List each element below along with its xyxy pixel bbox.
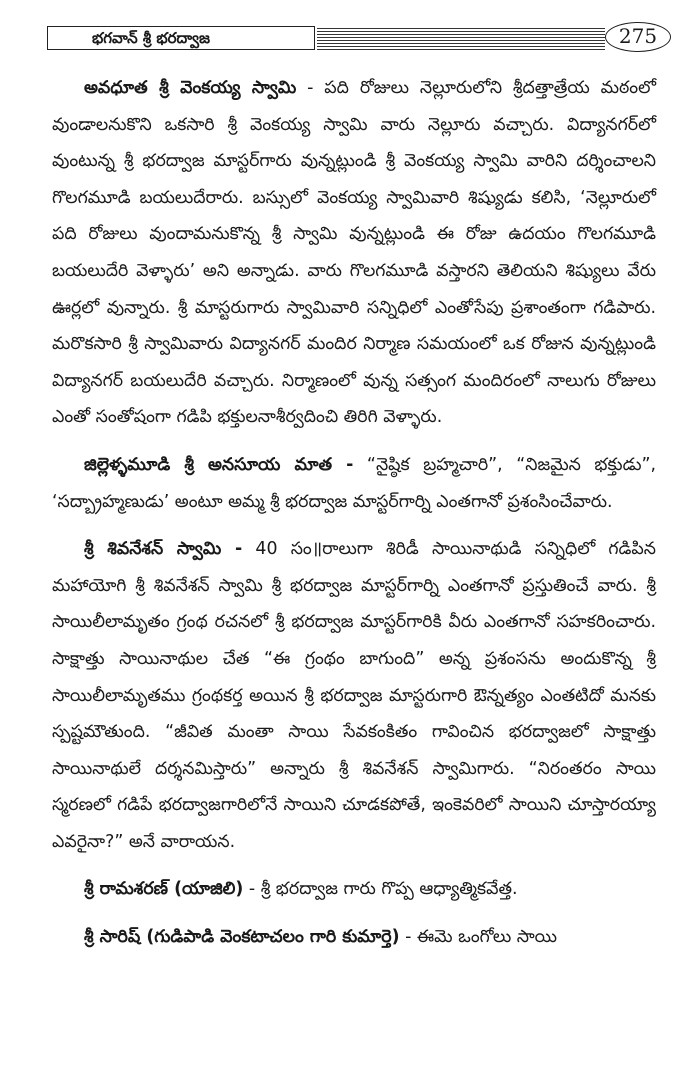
paragraph-anasuya-mata (52, 447, 656, 520)
paragraph-sivanesan-swami (52, 531, 656, 860)
paragraph-text: 40 సం॥రాలుగా శిరిడీ సాయినాథుడి సన్నిధిలో గడిపిన మహాయోగి శ్రీ శివనేశన్ స్వామి శ్రీ భరద్వాజ మాస్టర్‌గార్ని ఎంతగానో ప్రస్తుతించే వారు. శ్రీ సాయిలీలామృతం గ్రంథ రచనలో శ్రీ భరద్వాజ మాస్టర్‌గారికి వీరు ఎంతగానో సహకరించారు. సాక్షాత్తు సాయినాథుల చేత “ఈ గ్రంథం బాగుంది” అన్న ప్రశంసను అందుకొన్న శ్రీ సాయిలీలామృతము గ్రంథకర్త అయిన శ్రీ భరద్వాజ మాస్టరుగారి ఔన్నత్యం ఎంతటిదో మనకు స్పష్టమౌతుంది. “జీవిత మంతా సాయి సేవకంకితం గావించిన భరద్వాజలో సాక్షాత్తు సాయినాథులే దర్శనమిస్తారు” అన్నారు శ్రీ శివనేశన్ స్వామిగారు. “నిరంతరం సాయి స్మరణలో గడిపే భరద్వాజగారిలోనే సాయిని చూడకపోతే, ఇంకెవరిలో సాయిని చూస్తారయ్యా ఎవరైనా?” అనే వారాయన. (52, 539, 657, 852)
paragraph-text: - ఈమె ఒంగోలు సాయి (399, 927, 558, 948)
paragraph-lead: శ్రీ శివనేశన్ స్వామి - (84, 539, 243, 560)
paragraph-text: “నైష్ఠిక బ్రహ్మచారి”, “నిజమైన భక్తుడు”, ‘సద్బ్రాహ్మణుడు’ అంటూ అమ్మ శ్రీ భరద్వాజ మాస్టర్‌గార్ని ఎంతగానో ప్రశంసించేవారు. (52, 454, 656, 512)
paragraph-text: - పది రోజులు నెల్లూరులోని శ్రీదత్తాత్రేయ మఠంలో వుండాలనుకొని ఒకసారి శ్రీ వెంకయ్య స్వామి వారు నెల్లూరు వచ్చారు. విద్యానగర్‌లో వుంటున్న శ్రీ భరద్వాజ మాస్టర్‌గారు వున్నట్లుండి శ్రీ వెంకయ్య స్వామి వారిని దర్శించాలని గొలగమూడి బయలుదేరారు. బస్సులో వెంకయ్య స్వామివారి శిష్యుడు కలిసి, ‘నెల్లూరులో పది రోజులు వుందామనుకొన్న శ్రీ స్వామి వున్నట్లుండి ఈ రోజు ఉదయం గొలగమూడి బయలుదేరి వెళ్ళారు’ అని అన్నాడు. వారు గొలగమూడి వస్తారని తెలియని శిష్యులు వేరు ఊర్లలో వున్నారు. శ్రీ మాస్టరుగారు స్వామివారి సన్నిధిలో ఎంతోసేపు ప్రశాంతంగా గడిపారు. మరొకసారి శ్రీ స్వామివారు విద్యానగర్ మందిర నిర్మాణ సమయంలో ఒక రోజున వున్నట్లుండి విద్యానగర్ బయలుదేరి వచ్చారు. నిర్మాణంలో వున్న సత్సంగ మందిరంలో నాలుగు రోజులు ఎంతో సంతోషంగా గడిపి భక్తులనాశీర్వదించి తిరిగి వెళ్ళారు. (52, 78, 656, 428)
header-book-title: భగవాన్ శ్రీ భరద్వాజ (47, 26, 315, 50)
page-number: 275 (605, 22, 671, 52)
paragraph-lead: శ్రీ రామశరణ్ (యాజిలి) (84, 879, 244, 900)
paragraph-lead: అవధూత శ్రీ వెంకయ్య స్వామి (84, 78, 297, 98)
paragraph-lead: జిల్లెళ్ళమూడి శ్రీ అనసూయ మాత - (84, 454, 354, 475)
header-rule-lines (317, 28, 605, 50)
paragraph-venkayya-swami (52, 70, 656, 436)
paragraph-sarish (52, 919, 656, 956)
page-body (52, 70, 656, 967)
running-header (47, 22, 658, 54)
paragraph-text: - శ్రీ భరద్వాజ గారు గొప్ప ఆధ్యాత్మికవేత్త. (243, 879, 518, 900)
paragraph-lead: శ్రీ సారిష్ (గుడిపాడి వెంకటాచలం గారి కుమార్తె) (84, 927, 400, 948)
paragraph-ramasharan (52, 871, 656, 908)
